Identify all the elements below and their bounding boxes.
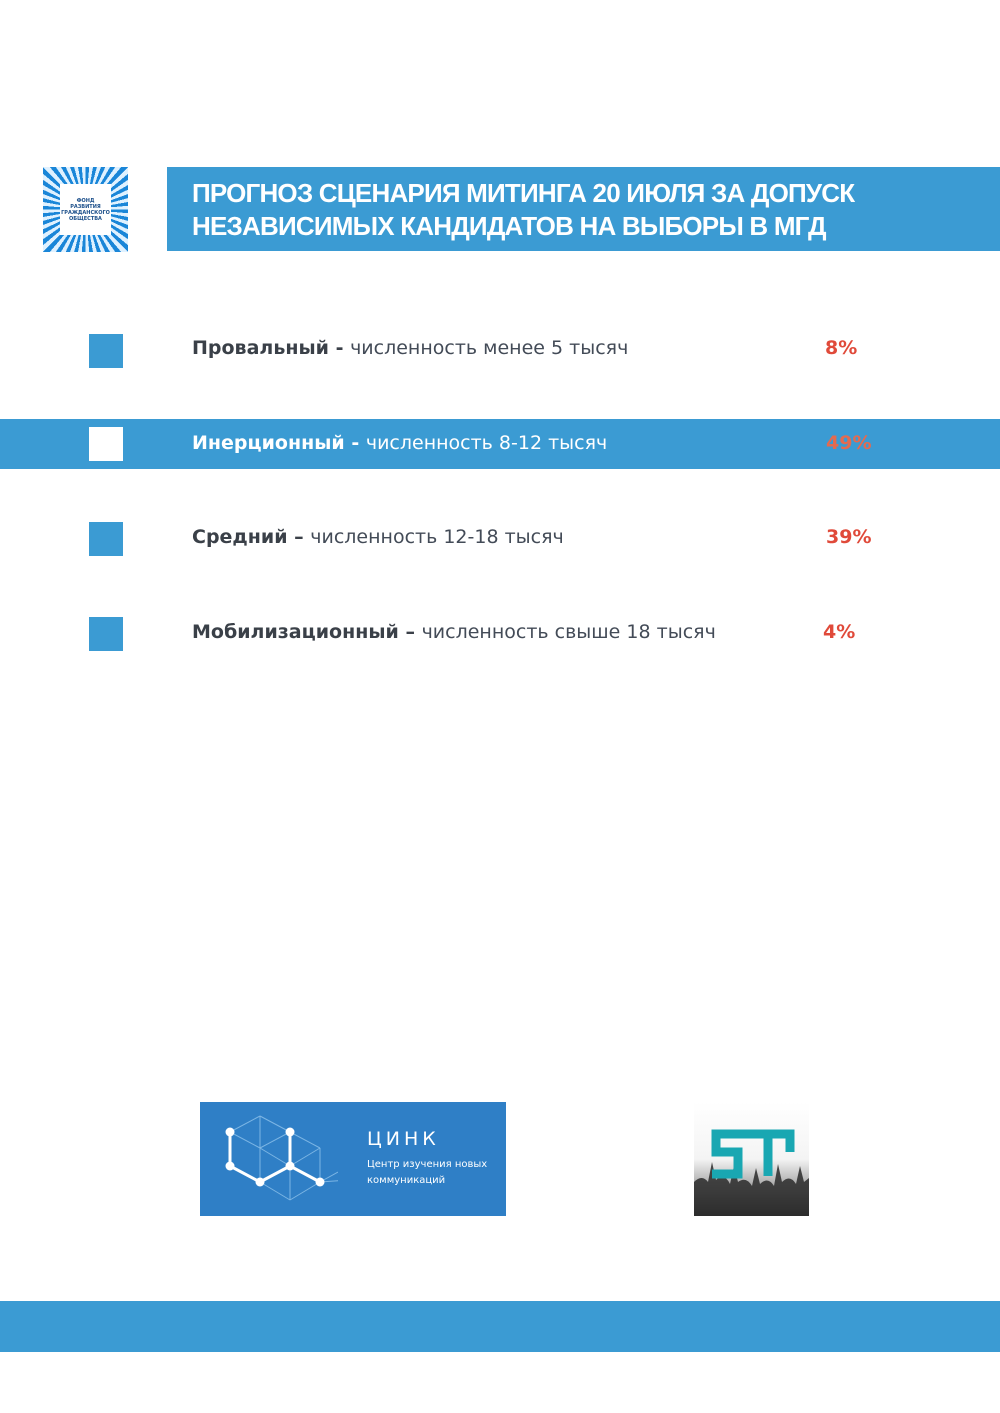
- scenario-name: Инерционный: [192, 432, 345, 454]
- st-logo: [694, 1102, 809, 1216]
- network-graph-icon: [218, 1110, 338, 1210]
- cink-name: ЦИНК: [367, 1128, 440, 1150]
- scenario-label: [192, 337, 628, 359]
- fund-logo-line: ОБЩЕСТВА: [69, 215, 102, 222]
- scenario-separator: -: [344, 432, 366, 454]
- fund-logo-text: [60, 184, 111, 235]
- scenario-description: численность 8-12 тысяч: [365, 432, 608, 454]
- scenario-separator: -: [328, 337, 351, 359]
- fund-logo-line: ГРАЖДАНСКОГО: [61, 209, 110, 216]
- scenario-label: [192, 432, 607, 454]
- scenario-marker: [89, 522, 123, 556]
- scenario-name: Мобилизационный: [192, 621, 399, 643]
- page-title: ПРОГНОЗ СЦЕНАРИЯ МИТИНГА 20 ИЮЛЯ ЗА ДОПУСК НЕЗАВИСИМЫХ КАНДИДАТОВ НА ВЫБОРЫ В МГД: [192, 178, 855, 241]
- scenario-separator: –: [398, 621, 422, 643]
- scenario-separator: –: [287, 526, 311, 548]
- scenario-percent: 8%: [825, 337, 858, 359]
- scenario-name: Провальный: [192, 337, 329, 359]
- scenario-marker: [89, 617, 123, 651]
- fund-logo-line: ФОНД: [76, 197, 95, 204]
- scenario-marker: [89, 334, 123, 368]
- scenario-percent: 39%: [826, 526, 872, 548]
- scenario-description: численность менее 5 тысяч: [350, 337, 629, 359]
- title-banner: [167, 167, 1000, 251]
- scenario-label: [192, 526, 564, 548]
- scenario-description: численность 12-18 тысяч: [310, 526, 564, 548]
- scenario-name: Средний: [192, 526, 288, 548]
- scenario-description: численность свыше 18 тысяч: [421, 621, 716, 643]
- fund-logo: [43, 167, 128, 252]
- scenario-marker: [89, 427, 123, 461]
- scenario-label: [192, 621, 716, 643]
- st-emblem-icon: [694, 1102, 809, 1216]
- footer-bar: [0, 1301, 1000, 1352]
- fund-logo-line: РАЗВИТИЯ: [70, 203, 101, 210]
- scenario-percent: 4%: [823, 621, 856, 643]
- cink-subtitle: Центр изучения новых коммуникаций: [367, 1159, 488, 1186]
- cink-logo: [200, 1102, 506, 1216]
- scenario-percent: 49%: [826, 432, 872, 454]
